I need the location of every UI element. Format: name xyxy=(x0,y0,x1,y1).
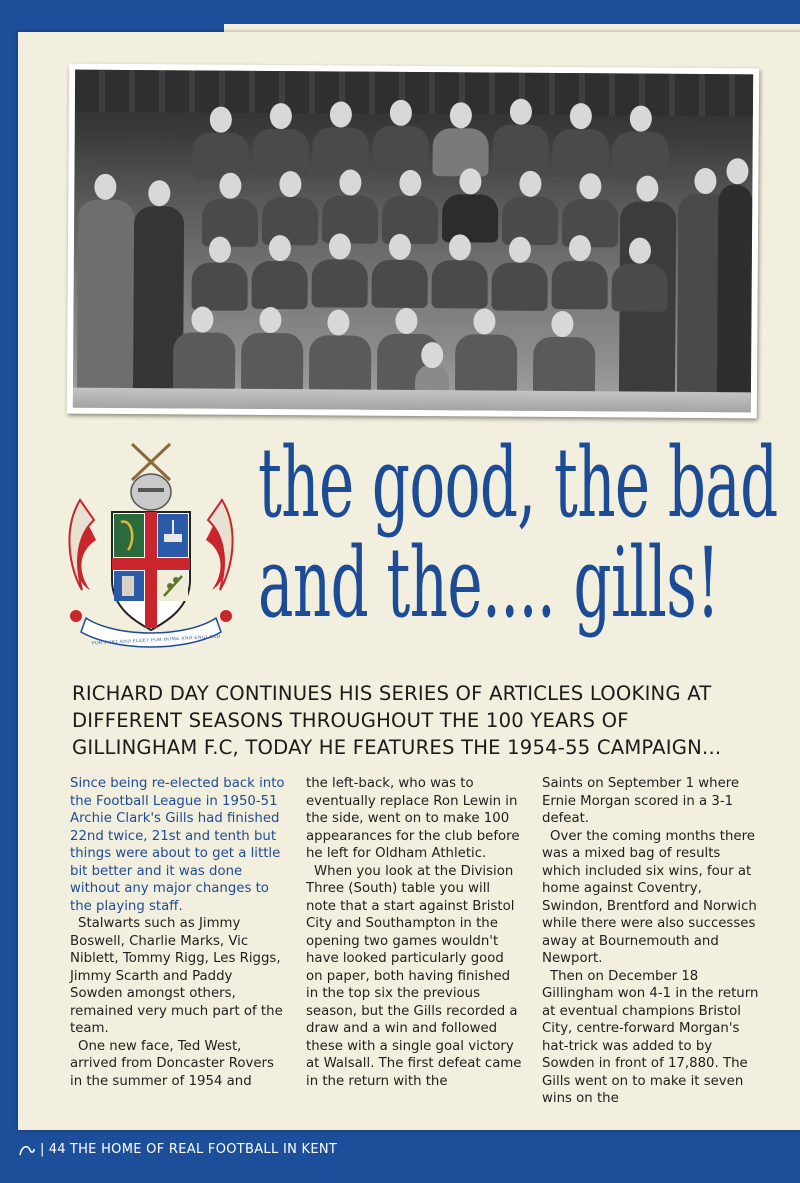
paragraph: Since being re-elected back into the Football League in 1950-51 Archie Clark's Gills had finished 22nd twice, 21st and tenth but things were about to get a little bit better and it was done without any major changes to the playing staff. xyxy=(70,776,285,914)
player xyxy=(612,263,668,311)
player xyxy=(432,260,488,308)
pitch-grass xyxy=(73,388,751,413)
player-head xyxy=(270,103,292,129)
player-head xyxy=(519,171,541,197)
player-head xyxy=(630,106,652,132)
player-head xyxy=(209,237,231,263)
player-head xyxy=(330,101,352,127)
article-column-3 xyxy=(542,775,760,1105)
club-logo-icon xyxy=(18,1143,36,1157)
player-head xyxy=(329,233,351,259)
paragraph: One new face, Ted West, arrived from Doncaster Rovers in the summer of 1954 and xyxy=(70,1038,274,1089)
player xyxy=(432,128,488,176)
player xyxy=(312,259,368,307)
player-head xyxy=(389,234,411,260)
player-head xyxy=(579,173,601,199)
player-head xyxy=(629,238,651,264)
paragraph: Then on December 18 Gillingham won 4-1 in the return at eventual champions Bristol City, centre-forward Morgan's hat-trick was added to by Sowden in front of 17,880. The Gills went on to make it seven wins on the xyxy=(542,968,759,1106)
goalkeeper xyxy=(442,194,498,242)
player-head xyxy=(191,306,213,332)
official-head xyxy=(636,176,658,202)
player-head xyxy=(399,170,421,196)
player-head xyxy=(390,100,412,126)
official-head xyxy=(694,168,716,194)
article-standfirst: RICHARD DAY CONTINUES HIS SERIES OF ARTICLES LOOKING AT DIFFERENT SEASONS THROUGHOUT THE 100 YEARS OF GILLINGHAM F.C, TODAY HE FEATURES THE 1954-55 CAMPAIGN... xyxy=(72,682,722,759)
player xyxy=(309,335,371,393)
official xyxy=(77,200,134,400)
player xyxy=(322,195,378,243)
paragraph: Over the coming months there was a mixed bag of results which included six wins, four at home against Coventry, Swindon, Brentford and Norwich while there were also successes away at Bournemouth and Newport. xyxy=(542,828,757,966)
player xyxy=(372,126,428,174)
player-head xyxy=(210,107,232,133)
official xyxy=(717,184,753,400)
article-body xyxy=(70,775,760,1105)
player-head xyxy=(473,308,495,334)
player xyxy=(262,197,318,245)
headline-line-2: and the.... gills! xyxy=(258,527,720,639)
player xyxy=(192,262,248,310)
paragraph: Saints on September 1 where Ernie Morgan scored in a 3-1 defeat. xyxy=(542,776,740,826)
headline-line-1: the good, the bad xyxy=(258,427,778,539)
mascot-head xyxy=(421,342,443,368)
footer-divider: | xyxy=(40,1142,45,1157)
player-head xyxy=(450,102,472,128)
player xyxy=(252,261,308,309)
player-head xyxy=(259,307,281,333)
official-head xyxy=(148,180,170,206)
paragraph: Stalwarts such as Jimmy Boswell, Charlie Marks, Vic Niblett, Tommy Rigg, Les Riggs, Jimmy Scarth and Paddy Sowden amongst others, remained very much part of the team. xyxy=(70,916,283,1036)
player-head xyxy=(510,99,532,125)
article-headline xyxy=(258,427,778,639)
player-head xyxy=(269,235,291,261)
crest-motto: FOR PORT AND FLEET FOR HOME AND ENGLAND xyxy=(91,634,221,647)
article-column-1 xyxy=(70,775,288,1105)
player xyxy=(382,196,438,244)
player xyxy=(612,131,668,179)
player-head xyxy=(509,237,531,263)
player xyxy=(192,132,248,180)
page-footer xyxy=(18,1140,518,1160)
article-column-2 xyxy=(306,775,524,1105)
player-head xyxy=(459,168,481,194)
player xyxy=(492,263,548,311)
player-head xyxy=(551,311,573,337)
gillingham-crest xyxy=(66,440,236,655)
player-head xyxy=(395,308,417,334)
paragraph: the left-back, who was to eventually replace Ron Lewin in the side, went on to make 100 appearances for the club before he left for Oldham Athletic. xyxy=(306,776,520,861)
player-head xyxy=(219,173,241,199)
player xyxy=(533,337,595,395)
player xyxy=(241,333,303,393)
player-head xyxy=(569,235,591,261)
player xyxy=(455,334,517,394)
official-head xyxy=(94,174,116,200)
player xyxy=(552,129,608,177)
team-photograph xyxy=(73,70,753,413)
grandstand xyxy=(75,70,753,117)
player xyxy=(502,197,558,245)
team-photograph-frame xyxy=(67,64,759,419)
page-number: 44 xyxy=(48,1142,66,1157)
player xyxy=(492,125,548,173)
player-head xyxy=(449,234,471,260)
player xyxy=(202,199,258,247)
official-head xyxy=(726,158,748,184)
player-head xyxy=(339,169,361,195)
player-head xyxy=(570,103,592,129)
player xyxy=(552,261,608,309)
player xyxy=(173,332,235,392)
paragraph: When you look at the Division Three (South) table you will note that a start against Bristol City and Southampton in the opening two games wouldn't have looked particularly good on paper, both having finished in the top six the previous season, but the Gills recorded a draw and a win and followed these with a single goal victory at Walsall. The first defeat came in the return with the xyxy=(306,863,522,1089)
player-head xyxy=(279,171,301,197)
player xyxy=(312,127,368,175)
player xyxy=(372,260,428,308)
player xyxy=(252,129,308,177)
player-head xyxy=(327,309,349,335)
footer-text: THE HOME OF REAL FOOTBALL IN KENT xyxy=(69,1142,338,1157)
